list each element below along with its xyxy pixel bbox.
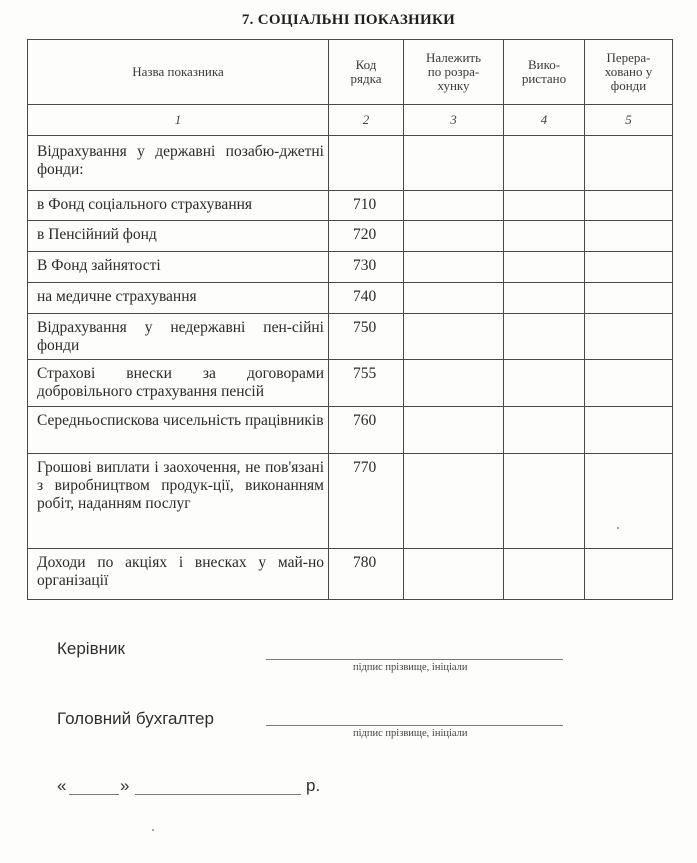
due-cell[interactable] bbox=[404, 221, 504, 252]
column-number-row bbox=[28, 105, 673, 136]
row-name: Доходи по акціях і внесках у май-но організації bbox=[28, 549, 329, 600]
head-label: Керівник bbox=[57, 639, 125, 658]
row-name: Грошові виплати і заохочення, не пов'язані з виробництвом продук-ції, виконанням робіт, наданням послуг bbox=[28, 454, 329, 549]
row-code: 780 bbox=[329, 549, 404, 600]
row-code: 770 bbox=[329, 454, 404, 549]
transferred-cell[interactable] bbox=[585, 191, 673, 221]
due-cell[interactable] bbox=[404, 360, 504, 407]
table-row bbox=[28, 454, 673, 549]
column-number: 5 bbox=[585, 105, 673, 136]
due-cell[interactable] bbox=[404, 407, 504, 454]
due-cell[interactable] bbox=[404, 191, 504, 221]
used-cell[interactable] bbox=[504, 360, 585, 407]
due-cell[interactable] bbox=[404, 252, 504, 283]
column-number: 3 bbox=[404, 105, 504, 136]
head-signature-line[interactable] bbox=[266, 659, 563, 660]
date-month-year-field[interactable] bbox=[135, 794, 301, 795]
accountant-label: Головний бухгалтер bbox=[57, 709, 214, 728]
row-name: на медичне страхування bbox=[28, 283, 329, 314]
column-number: 2 bbox=[329, 105, 404, 136]
due-cell[interactable] bbox=[404, 454, 504, 549]
scan-speck bbox=[152, 829, 154, 831]
used-cell[interactable] bbox=[504, 454, 585, 549]
date-close-quote: » bbox=[120, 776, 130, 795]
row-name: Середньоспискова чисельність працівників bbox=[28, 407, 329, 454]
scan-speck bbox=[617, 527, 619, 529]
transferred-cell[interactable] bbox=[585, 283, 673, 314]
transferred-cell[interactable] bbox=[585, 314, 673, 360]
header-used: Вико- ристано bbox=[504, 40, 585, 105]
row-name: в Фонд соціального страхування bbox=[28, 191, 329, 221]
used-cell[interactable] bbox=[504, 314, 585, 360]
transferred-cell[interactable] bbox=[585, 454, 673, 549]
row-code: 740 bbox=[329, 283, 404, 314]
transferred-cell[interactable] bbox=[585, 136, 673, 191]
table-row bbox=[28, 191, 673, 221]
transferred-cell[interactable] bbox=[585, 252, 673, 283]
header-due: Належить по розра- хунку bbox=[404, 40, 504, 105]
header-row bbox=[28, 40, 673, 105]
transferred-cell[interactable] bbox=[585, 360, 673, 407]
row-name: в Пенсійний фонд bbox=[28, 221, 329, 252]
due-cell[interactable] bbox=[404, 136, 504, 191]
form-title: 7. СОЦІАЛЬНІ ПОКАЗНИКИ bbox=[241, 12, 456, 28]
row-code: 720 bbox=[329, 221, 404, 252]
social-indicators-table bbox=[27, 39, 673, 600]
table-row bbox=[28, 252, 673, 283]
table-row bbox=[28, 360, 673, 407]
transferred-cell[interactable] bbox=[585, 549, 673, 600]
row-code: 755 bbox=[329, 360, 404, 407]
accountant-signature-line[interactable] bbox=[266, 725, 563, 726]
row-code: 760 bbox=[329, 407, 404, 454]
row-name: В Фонд зайнятості bbox=[28, 252, 329, 283]
used-cell[interactable] bbox=[504, 221, 585, 252]
due-cell[interactable] bbox=[404, 283, 504, 314]
row-code bbox=[329, 136, 404, 191]
row-code: 730 bbox=[329, 252, 404, 283]
table-row bbox=[28, 549, 673, 600]
transferred-cell[interactable] bbox=[585, 221, 673, 252]
column-number: 1 bbox=[28, 105, 329, 136]
transferred-cell[interactable] bbox=[585, 407, 673, 454]
row-code: 750 bbox=[329, 314, 404, 360]
used-cell[interactable] bbox=[504, 252, 585, 283]
row-name: Відрахування у державні позабю-джетні фонди: bbox=[28, 136, 329, 191]
table-row bbox=[28, 136, 673, 191]
table-row bbox=[28, 407, 673, 454]
due-cell[interactable] bbox=[404, 314, 504, 360]
used-cell[interactable] bbox=[504, 549, 585, 600]
date-day-field[interactable] bbox=[69, 794, 119, 795]
used-cell[interactable] bbox=[504, 191, 585, 221]
accountant-signature-caption: підпис прізвище, ініціали bbox=[353, 728, 468, 739]
row-name: Страхові внески за договорами добровільного страхування пенсій bbox=[28, 360, 329, 407]
header-transferred: Перера- ховано у фонди bbox=[585, 40, 673, 105]
table-row bbox=[28, 221, 673, 252]
due-cell[interactable] bbox=[404, 549, 504, 600]
header-name: Назва показника bbox=[28, 40, 329, 105]
header-code: Код рядка bbox=[329, 40, 404, 105]
table-row bbox=[28, 283, 673, 314]
used-cell[interactable] bbox=[504, 283, 585, 314]
row-code: 710 bbox=[329, 191, 404, 221]
date-open-quote: « bbox=[57, 776, 67, 795]
year-suffix: р. bbox=[306, 776, 321, 795]
table-row bbox=[28, 314, 673, 360]
head-signature-caption: підпис прізвище, ініціали bbox=[353, 662, 468, 673]
row-name: Відрахування у недержавні пен-сійні фонди bbox=[28, 314, 329, 360]
used-cell[interactable] bbox=[504, 136, 585, 191]
column-number: 4 bbox=[504, 105, 585, 136]
used-cell[interactable] bbox=[504, 407, 585, 454]
